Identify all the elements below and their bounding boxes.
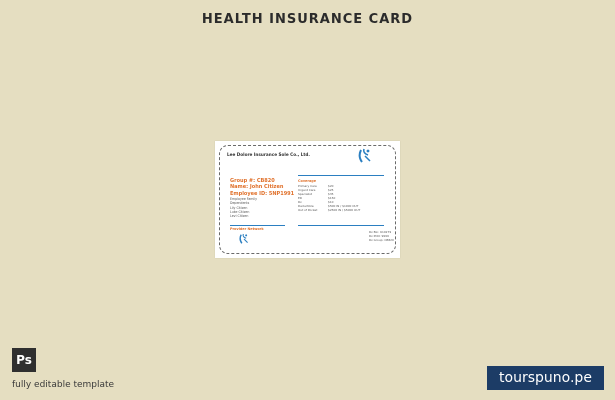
member-name: Name: John Citizen xyxy=(230,184,284,191)
coverage-row: Deductible $500 IN / $1000 OUT xyxy=(298,204,359,208)
coverage-row: ER $150 xyxy=(298,196,336,200)
coverage-row: Urgent Care $25 xyxy=(298,188,334,192)
employee-id: Employee ID: 5NP1991 xyxy=(230,190,295,197)
header-rule xyxy=(298,175,384,176)
brand-badge[interactable]: tourspuno.pe xyxy=(487,366,604,390)
family-line: Levi Citizen xyxy=(230,214,249,219)
family-line: Lily Citizen xyxy=(230,205,248,210)
family-line: Employee Family xyxy=(230,197,258,202)
coverage-row: Rx $10 xyxy=(298,200,334,204)
insurance-logo-icon xyxy=(358,148,372,164)
family-line: Dependents xyxy=(230,201,250,206)
group-number: Group #: CB820 xyxy=(230,178,275,184)
rx-line: Rx Bin: 610279 xyxy=(369,230,392,234)
middle-rule xyxy=(298,225,384,226)
photoshop-icon: Ps xyxy=(12,348,36,372)
provider-heading: Provider Network xyxy=(230,227,264,231)
coverage-row: Specialist $35 xyxy=(298,192,334,196)
card-company-name: Lee Dolore Insurance Sole Co., Ltd. xyxy=(227,152,310,157)
rx-line: Rx PCN: 9999 xyxy=(369,234,389,239)
family-line: Luke Citizen xyxy=(230,209,250,214)
page-title: HEALTH INSURANCE CARD xyxy=(201,12,414,27)
coverage-row: Primary Care $20 xyxy=(298,184,334,188)
editor-caption: fully editable template xyxy=(12,380,115,390)
coverage-row: Out of Pocket $2500 IN / $5000 OUT xyxy=(298,208,361,212)
member-info xyxy=(230,178,304,218)
coverage-heading: Coverage xyxy=(298,179,317,183)
rx-line: Rx Group: CB820 xyxy=(369,238,394,243)
rx-info xyxy=(369,230,394,243)
provider-rule xyxy=(230,225,285,226)
insurance-logo-icon xyxy=(239,233,249,245)
coverage-section xyxy=(298,179,383,212)
insurance-card xyxy=(215,141,400,258)
